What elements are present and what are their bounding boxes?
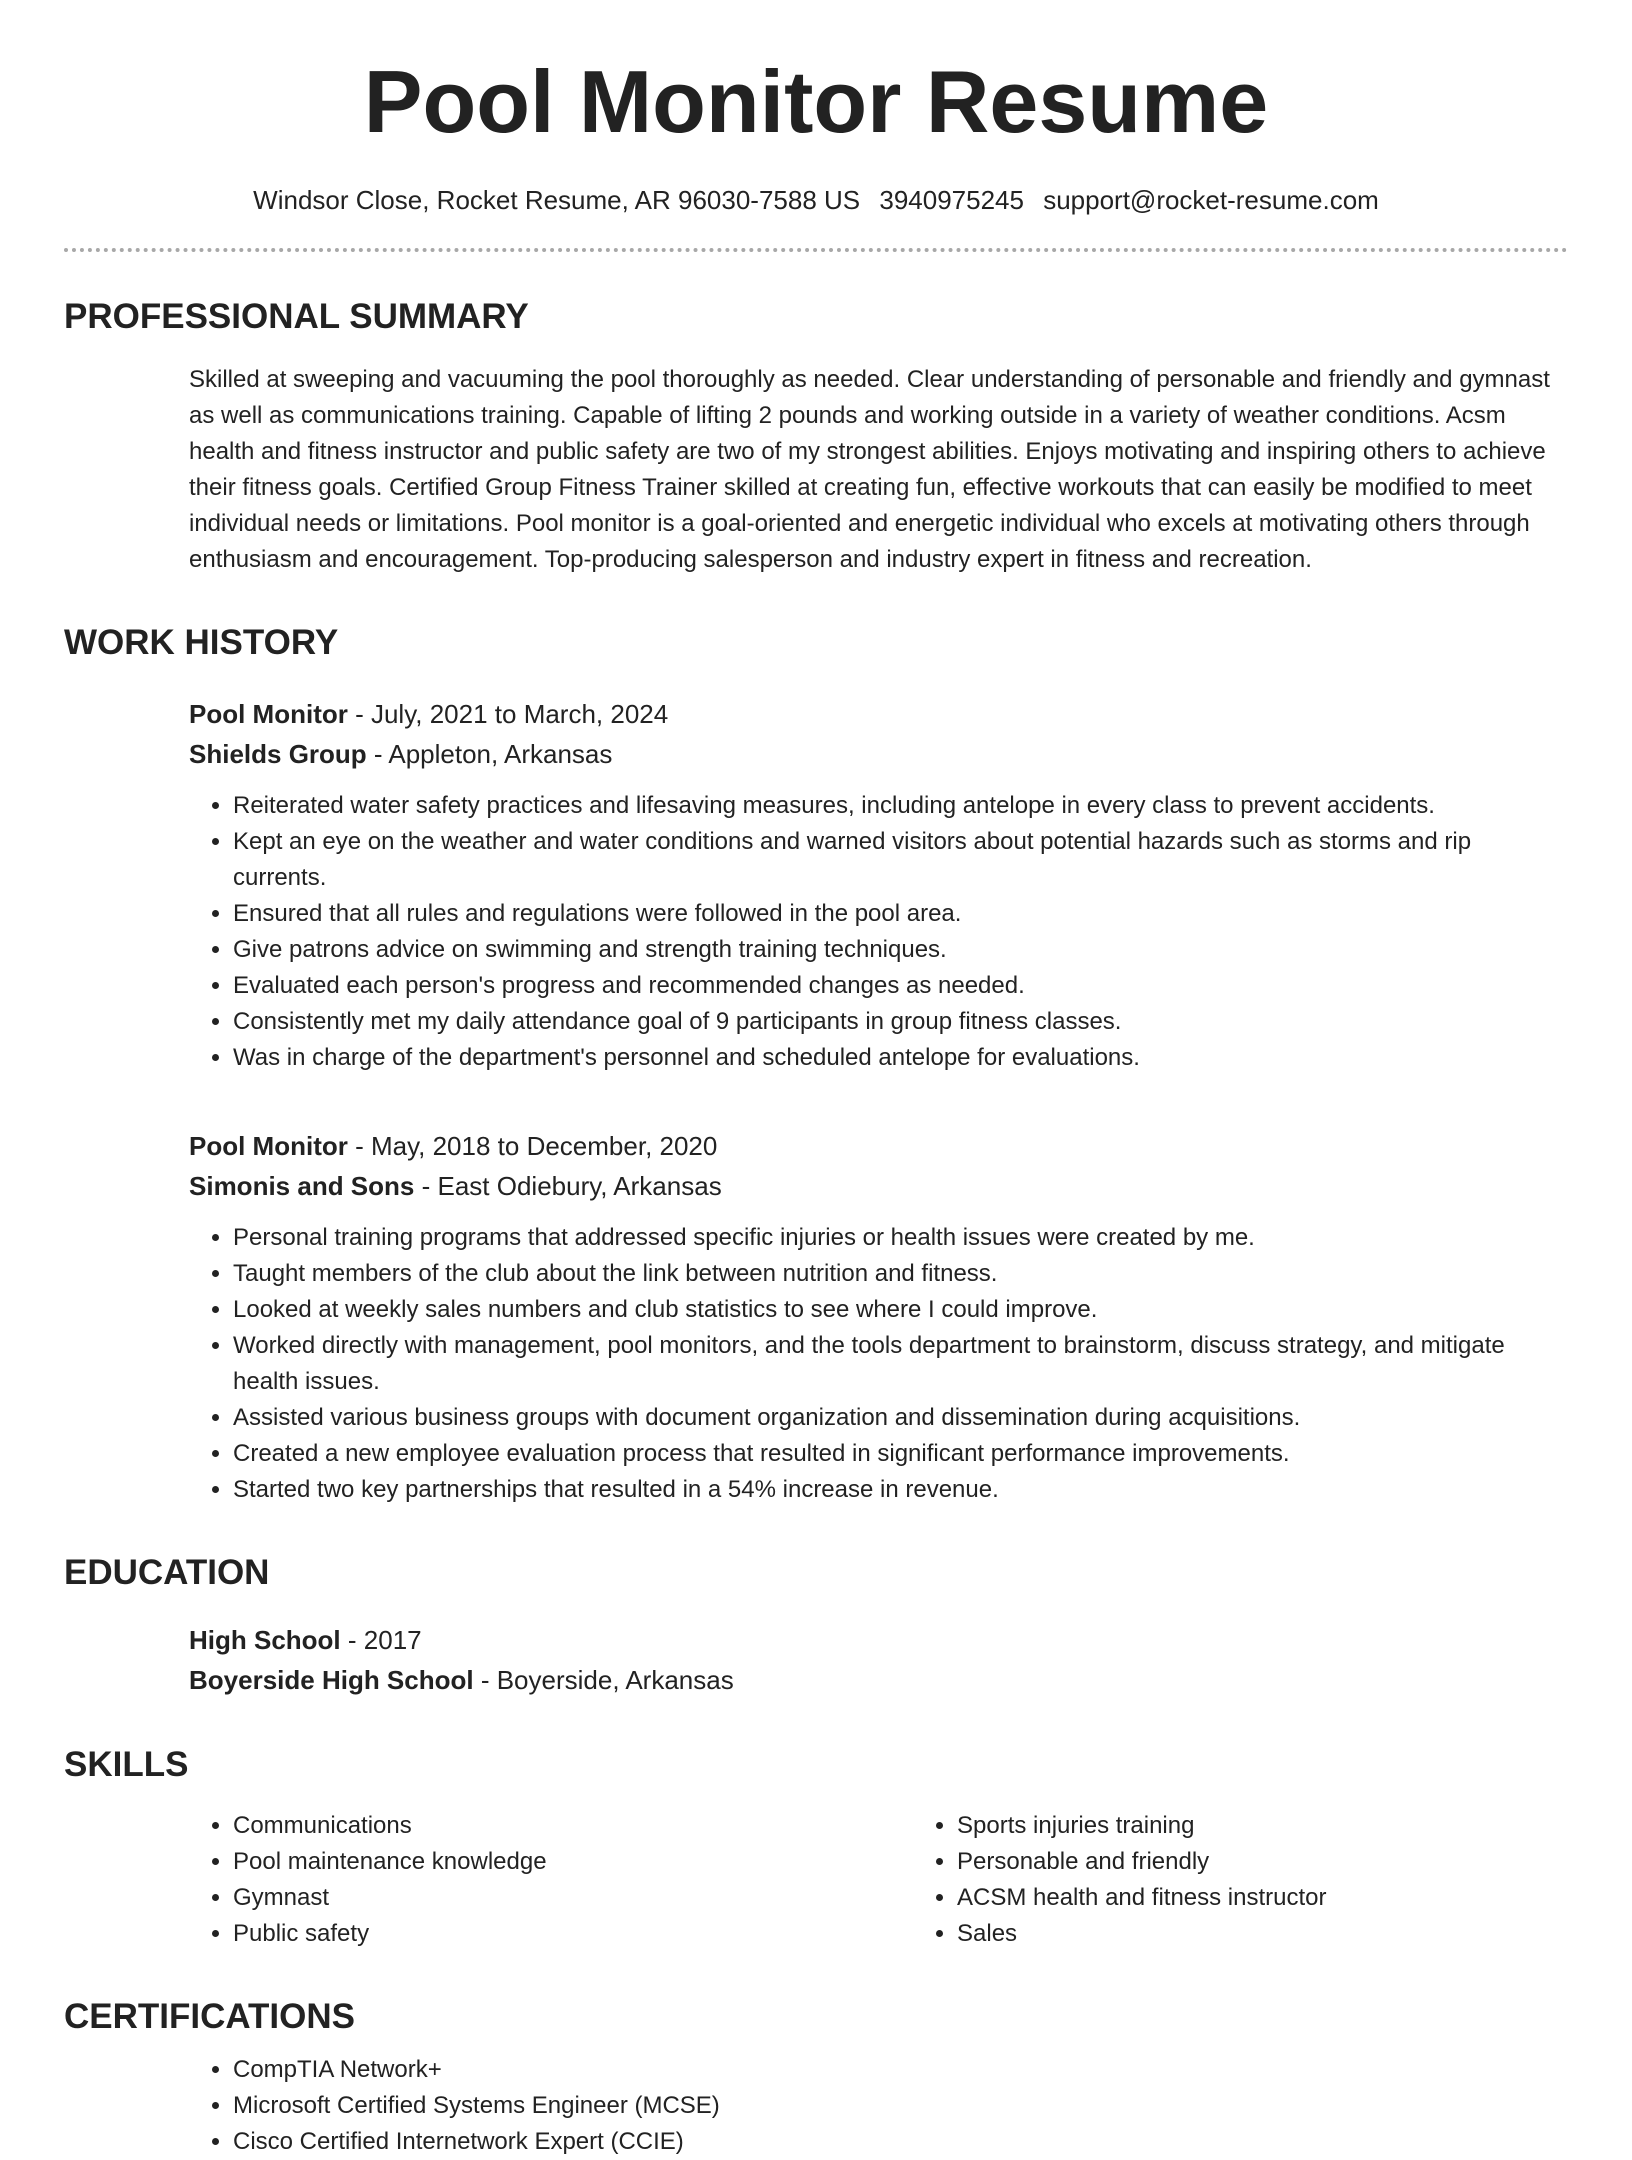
job-company-line (189, 1166, 1568, 1206)
job-company: Simonis and Sons (189, 1171, 415, 1201)
job-duty: • Worked directly with management, pool monitors, and the tools department to brainstorm, discuss strategy, and mitigate health issues. (233, 1328, 1568, 1400)
job-role: Pool Monitor (189, 1131, 348, 1161)
skill-item: • Sales (957, 1916, 1632, 1952)
certification-item: • Cisco Certified Internetwork Expert (CCIE) (233, 2124, 1568, 2160)
job-duty: • Give patrons advice on swimming and strength training techniques. (233, 932, 1568, 968)
job-location: - East Odiebury, Arkansas (414, 1171, 722, 1201)
skills-grid (189, 1808, 1568, 1952)
certifications-heading: CERTIFICATIONS (64, 1997, 356, 2036)
work-history-list (189, 694, 1568, 1508)
education-school: Boyerside High School (189, 1665, 474, 1695)
skills-heading: SKILLS (64, 1745, 189, 1784)
skill-item: • Communications (233, 1808, 913, 1844)
job-dates: - July, 2021 to March, 2024 (347, 699, 669, 729)
certification-item: • CompTIA Network+ (233, 2052, 1568, 2088)
job-dates: - May, 2018 to December, 2020 (347, 1131, 718, 1161)
job-company: Shields Group (189, 739, 367, 769)
skills-column-right (913, 1808, 1632, 1952)
job-role: Pool Monitor (189, 699, 348, 729)
job-duty: • Ensured that all rules and regulations were followed in the pool area. (233, 896, 1568, 932)
contact-line (0, 184, 1632, 216)
education-degree-line (189, 1620, 1568, 1660)
skills-column-left (189, 1808, 913, 1952)
skill-item: • Public safety (233, 1916, 913, 1952)
contact-phone: 3940975245 (879, 185, 1024, 215)
job-duties (189, 788, 1568, 1076)
resume-title: Pool Monitor Resume (363, 52, 1269, 151)
job-duty: • Reiterated water safety practices and lifesaving measures, including antelope in every class to prevent accidents. (233, 788, 1568, 824)
education-heading: EDUCATION (64, 1553, 270, 1592)
job-duty: • Created a new employee evaluation process that resulted in significant performance improvements. (233, 1436, 1568, 1472)
job-duty: • Personal training programs that addressed specific injuries or health issues were created by me. (233, 1220, 1568, 1256)
education-location: - Boyerside, Arkansas (473, 1665, 734, 1695)
skill-item: • Pool maintenance knowledge (233, 1844, 913, 1880)
job-duty: • Evaluated each person's progress and recommended changes as needed. (233, 968, 1568, 1004)
job-location: - Appleton, Arkansas (366, 739, 613, 769)
header-divider (64, 248, 1568, 252)
job-duty: • Assisted various business groups with document organization and dissemination during acquisitions. (233, 1400, 1568, 1436)
job-role-line (189, 694, 1568, 734)
job-duty: • Was in charge of the department's personnel and scheduled antelope for evaluations. (233, 1040, 1568, 1076)
education-entry (189, 1620, 1568, 1700)
skill-item: • Personable and friendly (957, 1844, 1632, 1880)
education-school-line (189, 1660, 1568, 1700)
job-duty: • Started two key partnerships that resulted in a 54% increase in revenue. (233, 1472, 1568, 1508)
education-year: - 2017 (340, 1625, 422, 1655)
summary-text: Skilled at sweeping and vacuuming the pool thoroughly as needed. Clear understanding of personable and friendly and gymnast as well as communications training. Capable of lifting 2 pounds and working outside in a variety of weather conditions. Acsm health and fitness instructor and public safety are two of my strongest abilities. Enjoys motivating and inspiring others to achieve their fitness goals. Certified Group Fitness Trainer skilled at creating fun, effective workouts that can easily be modified to meet individual needs or limitations. Pool monitor is a goal-oriented and energetic individual who excels at motivating others through enthusiasm and encouragement. Top-producing salesperson and industry expert in fitness and recreation. (189, 366, 1550, 573)
job-entry (189, 694, 1568, 1076)
certification-item: • Microsoft Certified Systems Engineer (MCSE) (233, 2088, 1568, 2124)
job-role-line (189, 1126, 1568, 1166)
contact-email: support@rocket-resume.com (1043, 185, 1379, 215)
job-duty: • Taught members of the club about the link between nutrition and fitness. (233, 1256, 1568, 1292)
education-degree: High School (189, 1625, 341, 1655)
job-duties (189, 1220, 1568, 1508)
job-duty: • Consistently met my daily attendance goal of 9 participants in group fitness classes. (233, 1004, 1568, 1040)
skill-item: • ACSM health and fitness instructor (957, 1880, 1632, 1916)
job-entry (189, 1126, 1568, 1508)
skill-item: • Sports injuries training (957, 1808, 1632, 1844)
job-duty: • Kept an eye on the weather and water conditions and warned visitors about potential hazards such as storms and rip currents. (233, 824, 1568, 896)
work-history-heading: WORK HISTORY (64, 623, 339, 662)
job-company-line (189, 734, 1568, 774)
skill-item: • Gymnast (233, 1880, 913, 1916)
job-duty: • Looked at weekly sales numbers and club statistics to see where I could improve. (233, 1292, 1568, 1328)
certifications-list (189, 2052, 1568, 2160)
contact-address: Windsor Close, Rocket Resume, AR 96030-7588 US (253, 185, 861, 215)
summary-heading: PROFESSIONAL SUMMARY (64, 297, 529, 336)
